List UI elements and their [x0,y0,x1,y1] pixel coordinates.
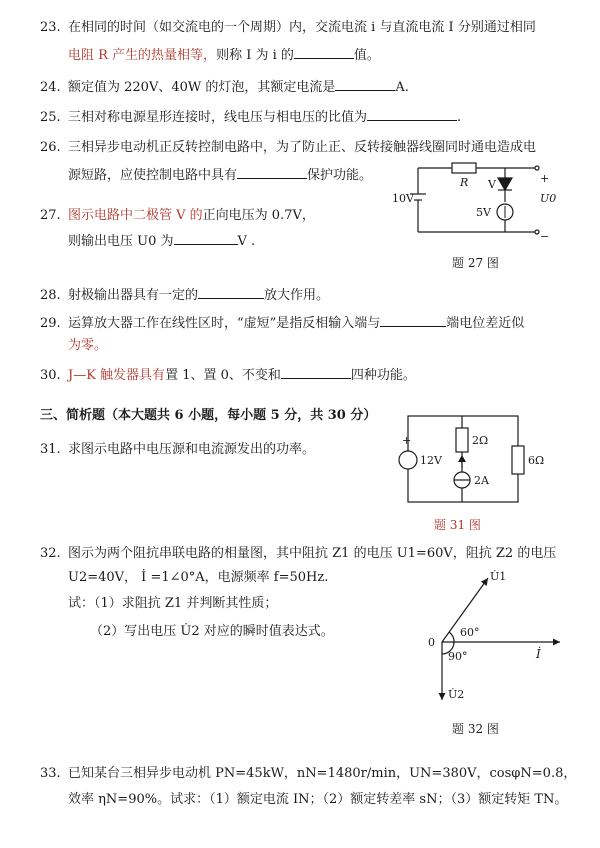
question-number: 23. [40,20,61,35]
figure-caption-31: 题 31 图 [434,518,481,532]
angle-arc-60 [449,632,454,642]
resistor1-label: 2Ω [472,434,489,447]
question-text: 求图示电路中电压源和电流源发出的功率。 [68,442,316,457]
question-26 [40,138,560,158]
question-23 [40,18,560,38]
question-number: 31. [40,442,61,457]
question-30 [40,364,560,386]
question-23-line2 [40,44,588,66]
source-label: 10V [392,192,414,205]
current-source-label: 2A [474,474,489,487]
question-25 [40,106,560,128]
question-33-line2 [40,790,588,810]
question-number: 26. [40,140,61,155]
question-text: 在相同的时间（如交流电的一个周期）内，交流电流 i 与直流电流 I 分别通过相同 [68,20,536,35]
question-33 [40,764,577,784]
highlighted-text: 为零。 [68,338,108,353]
u2-label: U̇2 [448,688,465,701]
angle-90-label: 90° [448,650,468,663]
question-number: 25. [40,110,61,125]
question-text: 射极输出器具有一定的 [68,288,199,303]
circuit-diagram-31 [392,410,552,510]
answer-blank[interactable] [380,312,446,327]
highlighted-text: 图示电路中二极管 V 的 [68,208,203,223]
plus-sign: + [540,172,550,185]
question-text: 置 1、置 0、不变和 [165,368,281,383]
question-text: 正向电压为 0.7V， [202,208,315,223]
question-text: （2）写出电压 U̇2 对应的瞬时值表达式。 [90,624,334,639]
question-text: 四种功能。 [350,368,416,383]
question-29 [40,312,560,334]
question-text: V . [237,234,256,249]
question-text: 运算放大器工作在线性区时，“虚短”是指反相输入端与 [68,316,381,331]
question-text: 放大作用。 [264,288,330,303]
question-24 [40,76,560,98]
section-title: 三、简析题（本大题共 6 小题，每小题 5 分，共 30 分） [40,408,377,423]
question-number: 33. [40,766,61,781]
source2-label: 5V [476,206,491,219]
resistor-r [452,163,476,173]
highlighted-text: J—K 触发器具有 [68,368,166,383]
question-28 [40,284,560,306]
question-number: 28. [40,288,61,303]
answer-blank[interactable] [281,364,351,379]
highlighted-text: 电阻 R 产生的热量相等， [68,48,217,63]
current-label: İ [536,647,541,661]
voltage-source-label: 12V [420,454,442,467]
question-text: . [457,110,462,125]
answer-blank[interactable] [294,44,354,59]
current-arrow-icon [458,455,466,462]
question-text: 试：（1）求阻抗 Z1 并判断其性质； [68,596,278,611]
plus-sign: + [402,434,412,447]
diode-label: V [488,178,496,191]
question-number: 24. [40,80,61,95]
question-text: 三相对称电源星形连接时，线电压与相电压的比值为 [68,110,368,125]
resistor-label: R [460,176,469,189]
answer-blank[interactable] [237,164,307,179]
question-text: 额定值为 220V、40W 的灯泡，其额定电流是 [68,80,336,95]
question-text: 源短路，应使控制电路中具有 [68,168,238,183]
angle-60-label: 60° [460,626,480,639]
question-text: 图示为两个阻抗串联电路的相量图，其中阻抗 Z1 的电压 U1=60V，阻抗 Z2 的电压 [68,546,557,561]
question-text: 保护功能。 [307,168,373,183]
question-text: 端电位差近似 [446,316,525,331]
question-text: A. [395,80,409,95]
question-text: 则输出电压 U0 为 [68,234,174,249]
question-number: 29. [40,316,61,331]
question-32 [40,544,560,564]
answer-blank[interactable] [174,230,238,245]
question-number: 27. [40,208,61,223]
question-number: 30. [40,368,61,383]
figure-caption-32: 题 32 图 [452,722,499,736]
question-text: U2=40V， İ =1∠0°A，电源频率 f=50Hz. [68,570,329,585]
minus-sign: − [540,230,550,243]
question-text: 值。 [353,48,380,63]
question-29-line2 [40,336,588,356]
question-text: 则称 I 为 i 的 [216,48,294,63]
phasor-diagram-32 [420,570,570,710]
output-label: U0 [540,192,557,205]
question-text: 已知某台三相异步电动机 PN=45kW，nN=1480r/min，UN=380V，cosφN=0.8， [68,766,577,781]
answer-blank[interactable] [198,284,264,299]
answer-blank[interactable] [335,76,395,91]
u1-label: U̇1 [490,570,507,583]
question-text: 三相异步电动机正反转控制电路中，为了防止正、反转接触器线圈同时通电造成电 [68,140,537,155]
circuit-diagram-27 [390,158,560,248]
question-text: 效率 ηN=90%。试求：（1）额定电流 IN；（2）额定转差率 sN；（3）额定转矩 TN。 [68,792,568,807]
origin-label: 0 [428,636,435,649]
resistor2-label: 6Ω [528,454,545,467]
answer-blank[interactable] [367,106,457,121]
question-number: 32. [40,546,61,561]
figure-caption-27: 题 27 图 [452,256,499,270]
